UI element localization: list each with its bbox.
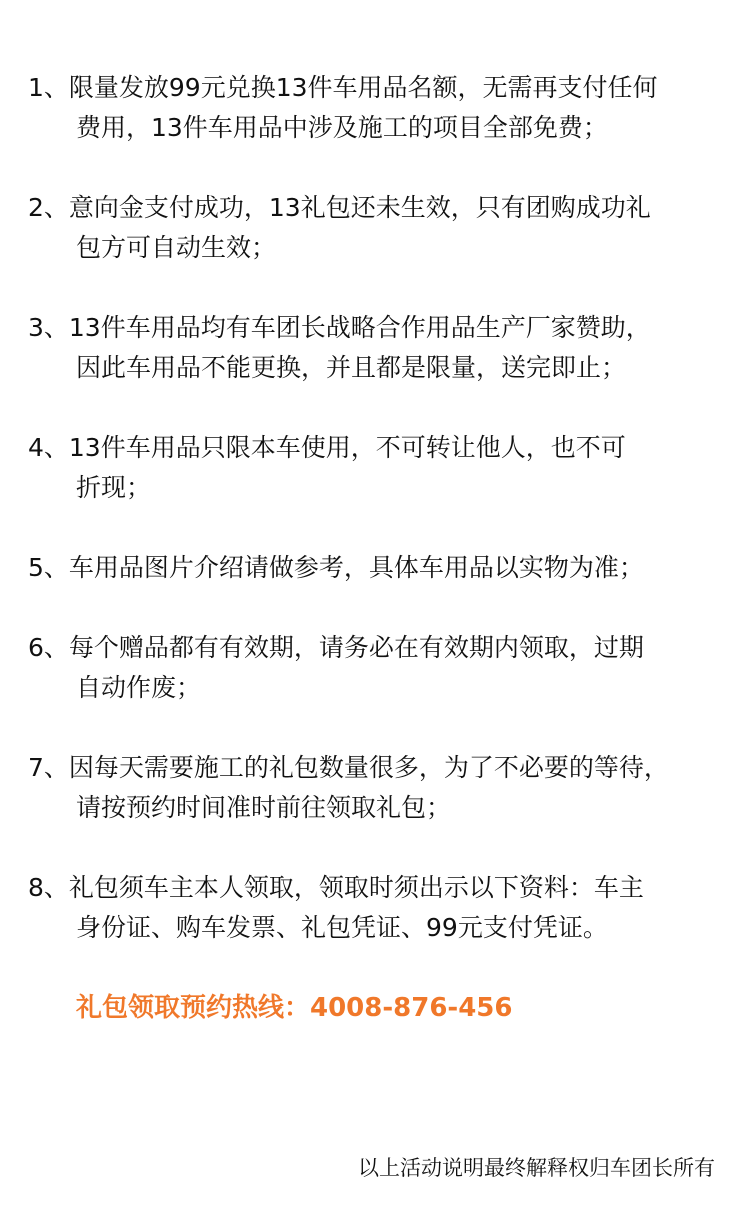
rule-item — [28, 748, 728, 828]
rule-text-continued: 包方可自动生效； — [76, 233, 277, 262]
rule-text-continued: 因此车用品不能更换，并且都是限量，送完即止； — [76, 353, 627, 382]
rule-text: 8、礼包须车主本人领取，领取时须出示以下资料：车主 — [28, 873, 644, 902]
rule-text: 1、限量发放99元兑换13件车用品名额，无需再支付任何 — [28, 73, 658, 102]
rule-text: 3、13件车用品均有车团长战略合作用品生产厂家赞助， — [28, 313, 651, 342]
rule-text: 5、车用品图片介绍请做参考，具体车用品以实物为准； — [28, 553, 644, 582]
rule-text: 2、意向金支付成功，13礼包还未生效，只有团购成功礼 — [28, 193, 651, 222]
rule-text-continued: 费用，13件车用品中涉及施工的项目全部免费； — [76, 113, 608, 142]
rule-text: 4、13件车用品只限本车使用，不可转让他人，也不可 — [28, 433, 626, 462]
rule-item — [28, 68, 728, 148]
interpretation-disclaimer: 以上活动说明最终解释权归车团长所有 — [358, 1156, 715, 1180]
rule-text-continued: 身份证、购车发票、礼包凭证、99元支付凭证。 — [76, 913, 608, 942]
rule-text: 6、每个赠品都有有效期，请务必在有效期内领取，过期 — [28, 633, 644, 662]
reservation-hotline: 礼包领取预约热线：4008-876-456 — [76, 993, 513, 1023]
rule-item — [28, 308, 728, 388]
rule-item — [28, 868, 728, 948]
rule-item — [28, 548, 728, 588]
rule-item — [28, 428, 728, 508]
rule-item — [28, 628, 728, 708]
rule-item — [28, 188, 728, 268]
rule-text-continued: 自动作废； — [76, 673, 202, 702]
rule-text: 7、因每天需要施工的礼包数量很多，为了不必要的等待， — [28, 753, 669, 782]
rule-text-continued: 请按预约时间准时前往领取礼包； — [76, 793, 452, 822]
rule-text-continued: 折现； — [76, 473, 152, 502]
